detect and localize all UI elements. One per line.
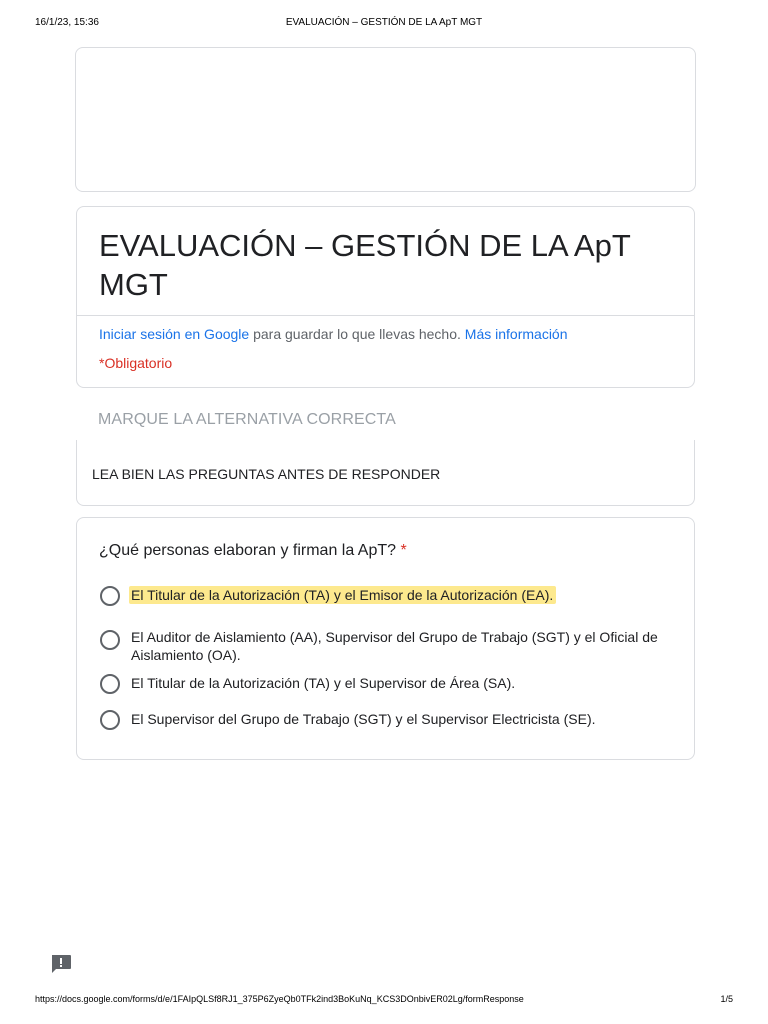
print-url: https://docs.google.com/forms/d/e/1FAIpQLSf8RJ1_375P6ZyeQb0TFk2ind3BoKuNq_KCS3DOnbivER02Lg/formResponse (35, 994, 524, 1004)
print-title: EVALUACIÓN – GESTIÓN DE LA ApT MGT (285, 17, 483, 28)
form-title-card (76, 206, 695, 388)
feedback-icon[interactable] (50, 954, 72, 974)
required-asterisk: * (400, 542, 407, 559)
option-label: El Auditor de Aislamiento (AA), Supervisor del Grupo de Trabajo (SGT) y el Oficial de Aislamiento (OA). (131, 629, 658, 663)
signin-text: para guardar lo que llevas hecho. (249, 326, 465, 342)
more-info-link[interactable]: Más información (464, 326, 568, 342)
question-card (76, 517, 695, 760)
print-footer (35, 994, 733, 1008)
print-date: 16/1/23, 15:36 (35, 17, 99, 28)
section-description-card (76, 440, 695, 506)
section-description: LEA BIEN LAS PREGUNTAS ANTES DE RESPONDER (92, 466, 441, 482)
option-label: El Supervisor del Grupo de Trabajo (SGT) y el Supervisor Electricista (SE). (131, 711, 596, 727)
radio-unchecked-icon[interactable] (100, 630, 120, 650)
option-4[interactable] (99, 708, 674, 730)
option-3[interactable] (99, 672, 674, 694)
question-title (99, 542, 407, 560)
radio-unchecked-icon[interactable] (100, 674, 120, 694)
question-text: ¿Qué personas elaboran y firman la ApT? (99, 542, 397, 559)
option-1[interactable] (99, 584, 674, 606)
required-note: *Obligatorio (99, 355, 173, 371)
radio-unchecked-icon[interactable] (100, 586, 120, 606)
signin-row (99, 326, 568, 342)
option-label (131, 586, 671, 604)
option-2[interactable] (99, 628, 674, 666)
section-label: MARQUE LA ALTERNATIVA CORRECTA (98, 411, 396, 428)
signin-link[interactable]: Iniciar sesión en Google (99, 326, 250, 342)
header-banner (75, 47, 696, 192)
title-divider (77, 315, 694, 316)
print-page-number: 1/5 (720, 994, 733, 1004)
option-label: El Titular de la Autorización (TA) y el Supervisor de Área (SA). (131, 675, 516, 691)
form-title: EVALUACIÓN – GESTIÓN DE LA ApT MGT (99, 228, 631, 302)
print-header (35, 17, 733, 31)
highlighted-text: El Titular de la Autorización (TA) y el Emisor de la Autorización (EA). (129, 586, 556, 604)
radio-unchecked-icon[interactable] (100, 710, 120, 730)
